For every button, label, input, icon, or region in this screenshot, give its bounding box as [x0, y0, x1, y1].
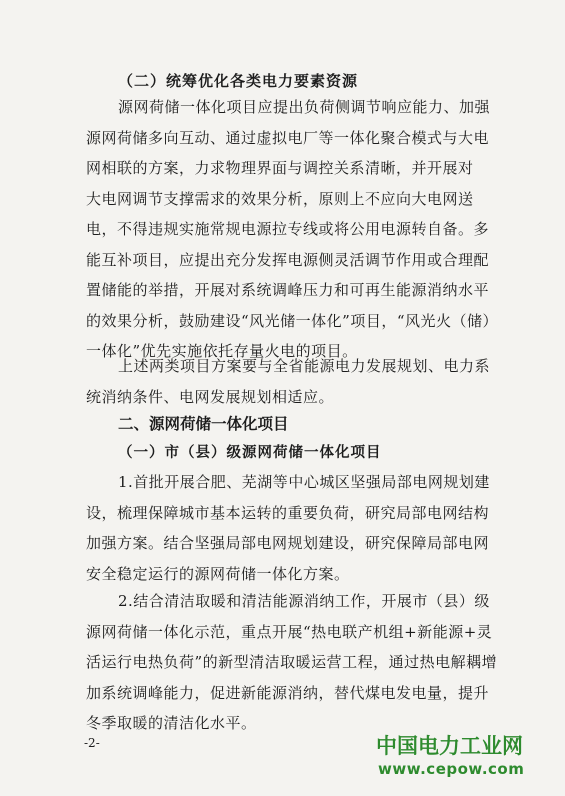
page-number: -2- — [84, 736, 100, 750]
paragraph-line: 源网荷储一体化示范，重点开展“热电联产机组+新能源+灵 — [86, 622, 493, 641]
paragraph-line: 加强方案。结合坚强局部电网规划建设，研究保障局部电网 — [86, 534, 490, 552]
paragraph-line: 大电网调节支撑需求的效果分析，原则上不应向大电网送 — [86, 189, 474, 208]
paragraph-line: 电，不得违规实施常规电源拉专线或将公用电源转自备。多 — [86, 220, 490, 238]
paragraph-line: 的效果分析，鼓励建设“风光储一体化”项目，“风光火（储） — [86, 311, 499, 330]
paragraph-line: 一体化”优先实施依托存量火电的项目。 — [86, 342, 358, 360]
paragraph-line: 上述两类项目方案要与全省能源电力发展规划、电力系 — [118, 357, 491, 375]
paragraph-line: 源网荷储一体化项目应提出负荷侧调节响应能力、加强 — [118, 98, 491, 116]
paragraph-line: 设，梳理保障城市基本运转的重要负荷，研究局部电网结构 — [86, 503, 490, 522]
paragraph-1 — [86, 92, 499, 367]
paragraph-3 — [86, 467, 490, 589]
paragraph-line: 活运行电热负荷”的新型清洁取暖运营工程，通过热电解耦增 — [86, 653, 498, 671]
watermark-site-name: 中国电力工业网 — [376, 734, 523, 758]
paragraph-line: 源网荷储多向互动、通过虚拟电厂等一体化聚合模式与大电 — [86, 128, 490, 147]
watermark-site-url: www.cepow.com — [378, 760, 525, 778]
paragraph-line: 统消纳条件、电网发展规划相适应。 — [86, 387, 335, 406]
paragraph-2 — [86, 351, 491, 412]
paragraph-line: 能互补项目，应提出充分发挥电源侧灵活调节作用或合理配 — [86, 250, 490, 269]
paragraph-line: 冬季取暖的清洁化水平。 — [86, 714, 257, 732]
paragraph-line: 1.首批开展合肥、芜湖等中心城区坚强局部电网规划建 — [118, 473, 490, 491]
paragraph-line: 加系统调峰能力，促进新能源消纳，替代煤电发电量，提升 — [86, 683, 490, 702]
paragraph-line: 2.结合清洁取暖和清洁能源消纳工作，开展市（县）级 — [118, 592, 490, 610]
paragraph-line: 安全稳定运行的源网荷储一体化方案。 — [86, 564, 350, 583]
paragraph-line: 网相联的方案，力求物理界面与调控关系清晰，并开展对 — [86, 159, 474, 177]
paragraph-line: 置储能的举措，开展对系统调峰压力和可再生能源消纳水平 — [86, 281, 490, 299]
section-heading: （二）统筹优化各类电力要素资源 — [118, 72, 359, 90]
subsection-heading: （一）市（县）级源网荷储一体化项目 — [118, 444, 382, 461]
paragraph-4 — [86, 586, 498, 739]
chapter-heading: 二、源网荷储一体化项目 — [118, 414, 289, 433]
